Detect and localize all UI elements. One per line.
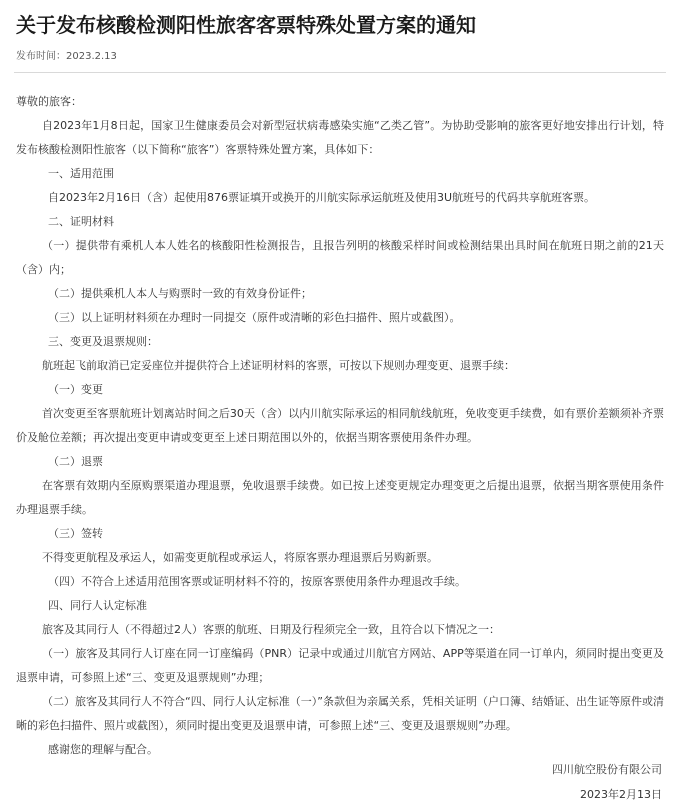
rules-refund-paragraph: 在客票有效期内至原购票渠道办理退票，免收退票手续费。如已按上述变更规定办理变更之后提出退票，依据当期客票使用条件办理退票手续。 [16,479,664,516]
materials-item-3: （三）以上证明材料须在办理时一同提交（原件或清晰的彩色扫描件、照片或截图）。 [48,311,461,324]
rules-intro: 航班起飞前取消已定妥座位并提供符合上述证明材料的客票，可按以下规则办理变更、退票手续： [42,359,515,372]
greeting: 尊敬的旅客： [16,95,82,108]
materials-item-1: （一）提供带有乘机人本人姓名的核酸阳性检测报告，且报告列明的核酸采样时间或检测结果出具时间在航班日期之前的21天（含）内； [16,239,664,276]
sign-date: 2023年2月13日 [580,788,662,801]
section-heading-materials: 二、证明材料 [48,215,114,228]
rules-subheading-change: （一）变更 [48,383,103,396]
page-title: 关于发布核酸检测阳性旅客客票特殊处置方案的通知 [16,13,476,37]
publish-date: 发布时间：2023.2.13 [16,51,117,62]
intro-paragraph: 自2023年1月8日起，国家卫生健康委员会对新型冠状病毒感染实施“乙类乙管”。为协助受影响的旅客更好地安排出行计划，特发布核酸检测阳性旅客（以下简称“旅客”）客票特殊处置方案，具体如下： [16,119,664,156]
thanks-line: 感谢您的理解与配合。 [48,743,158,756]
companion-intro: 旅客及其同行人（不得超过2人）客票的航班、日期及行程须完全一致，且符合以下情况之一： [42,623,500,636]
rules-change-paragraph: 首次变更至客票航班计划离站时间之后30天（含）以内川航实际承运的相同航线航班，免收变更手续费，如有票价差额须补齐票价及舱位差额；再次提出变更申请或变更至上述日期范围以外的，依据当期客票使用条件办理。 [16,407,664,444]
rules-endorse-paragraph: 不得变更航程及承运人，如需变更航程或承运人，将原客票办理退票后另购新票。 [42,551,438,564]
companion-item-1: （一）旅客及其同行人订座在同一订座编码（PNR）记录中或通过川航官方网站、APP等渠道在同一订单内，须同时提出变更及退票申请，可参照上述“三、变更及退票规则”办理； [16,647,664,684]
rules-subheading-endorse: （三）签转 [48,527,103,540]
scope-paragraph: 自2023年2月16日（含）起使用876票证填开或换开的川航实际承运航班及使用3U航班号的代码共享航班客票。 [48,191,596,204]
section-heading-companion: 四、同行人认定标准 [48,599,147,612]
rules-item-4: （四）不符合上述适用范围客票或证明材料不符的，按原客票使用条件办理退改手续。 [48,575,466,588]
materials-item-2: （二）提供乘机人本人与购票时一致的有效身份证件； [48,287,312,300]
section-heading-scope: 一、适用范围 [48,167,114,180]
issuer-name: 四川航空股份有限公司 [552,763,662,776]
signature-block [362,757,662,807]
section-heading-rules: 三、变更及退票规则： [48,335,158,348]
notice-body [16,90,664,762]
rules-subheading-refund: （二）退票 [48,455,103,468]
divider [14,72,666,73]
companion-item-2: （二）旅客及其同行人不符合“四、同行人认定标准（一）”条款但为亲属关系，凭相关证明（户口簿、结婚证、出生证等原件或清晰的彩色扫描件、照片或截图），须同时提出变更及退票申请，可参照上述“三、变更及退票规则”办理。 [16,695,664,732]
